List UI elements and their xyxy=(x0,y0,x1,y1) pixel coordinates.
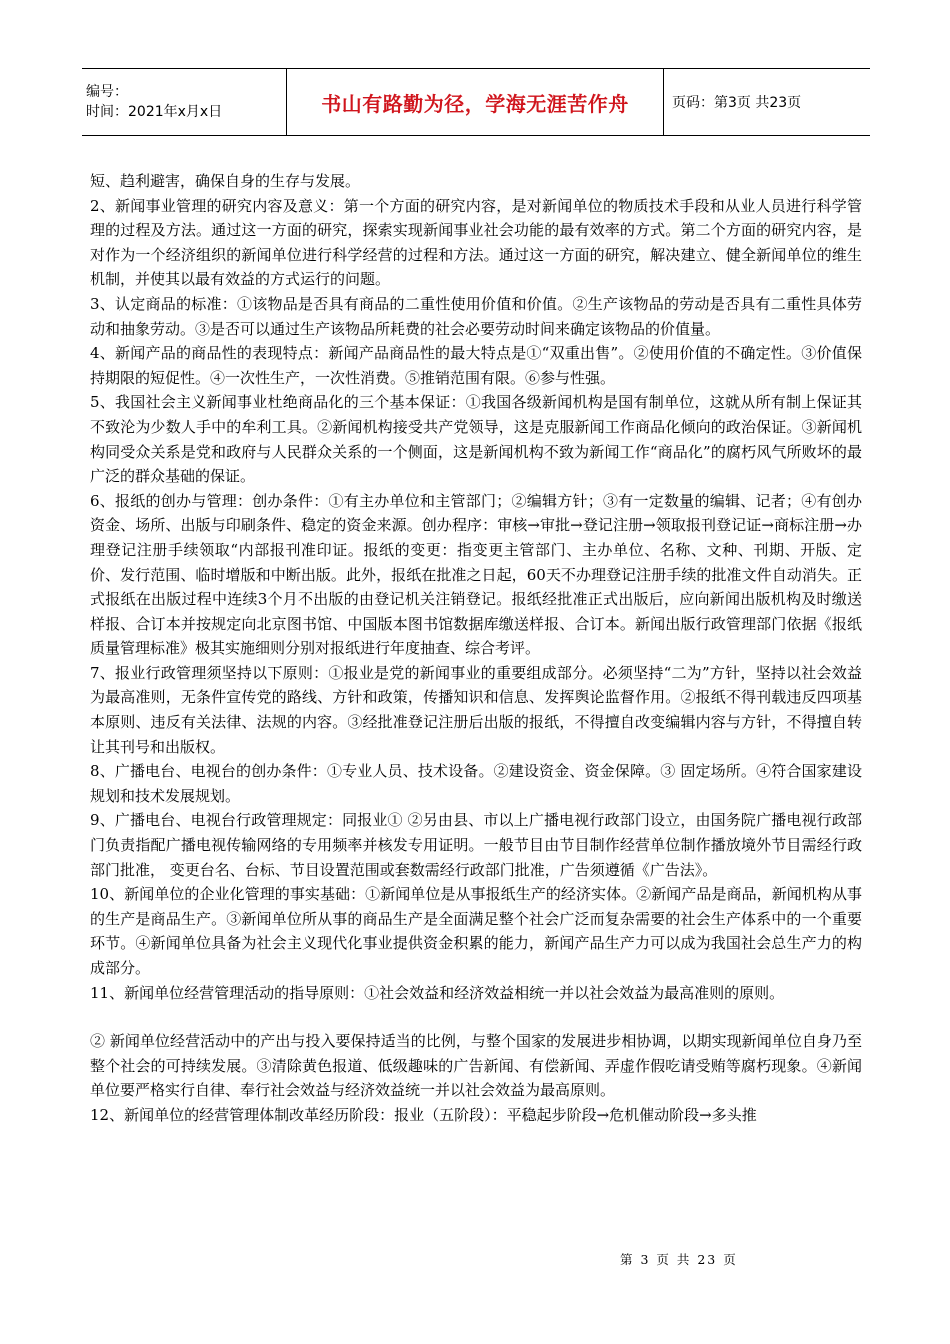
page-info: 页码：第3页 共23页 xyxy=(664,69,871,136)
paragraph: 10、新闻单位的企业化管理的事实基础：①新闻单位是从事报纸生产的经济实体。②新闻产品是商品，新闻机构从事的生产是商品生产。③新闻单位所从事的商品生产是全面满足整个社会广泛而复杂需要的社会生产体系中的一个重要环节。④新闻单位具备为社会主义现代化事业提供资金积累的能力，新闻产品生产力可以成为我国社会总生产力的构成部分。 xyxy=(90,885,862,977)
paragraph: ② 新闻单位经营活动中的产出与投入要保持适当的比例，与整个国家的发展进步相协调，以期实现新闻单位自身乃至整个社会的可持续发展。③清除黄色报道、低级趣味的广告新闻、有偿新闻、弄虚作假吃请受贿等腐朽现象。④新闻单位要严格实行自律、奉行社会效益与经济效益统一并以社会效益为最高原则。 xyxy=(90,1032,862,1100)
paragraph: 6、报纸的创办与管理：创办条件：①有主办单位和主管部门；②编辑方针；③有一定数量的编辑、记者；④有创办资金、场所、出版与印刷条件、稳定的资金来源。创办程序：审核→审批→登记注册→领取报刊登记证→商标注册→办理登记注册手续领取“内部报刊准印证。报纸的变更：指变更主管部门、主办单位、名称、文种、刊期、开版、定价、发行范围、临时增版和中断出版。此外，报纸在批准之日起，60天不办理登记注册手续的批准文件自动消失。正式报纸在出版过程中连续3个月不出版的由登记机关注销登记。报纸经批准正式出版后，应向新闻出版机构及时缴送样报、合订本并按规定向北京图书馆、中国版本图书馆数据库缴送样报、合订本。新闻出版行政管理部门依据《报纸质量管理标准》极其实施细则分别对报纸进行年度抽查、综合考评。 xyxy=(90,491,862,658)
time-label: 时间：2021年x月x日 xyxy=(86,104,223,120)
number-label: 编号： xyxy=(86,84,128,100)
paragraph: 2、新闻事业管理的研究内容及意义：第一个方面的研究内容，是对新闻单位的物质技术手段和从业人员进行科学管理的过程及方法。通过这一方面的研究，探索实现新闻事业社会功能的最有效率的方式。第二个方面的研究内容，是对作为一个经济组织的新闻单位进行科学经营的过程和方法。通过这一方面的研究，解决建立、健全新闻单位的维生机制，并使其以最有效益的方式运行的问题。 xyxy=(90,196,862,289)
paragraph: 5、我国社会主义新闻事业杜绝商品化的三个基本保证：①我国各级新闻机构是国有制单位，这就从所有制上保证其不致沦为少数人手中的牟利工具。②新闻机构接受共产党领导，这是克服新闻工作商品化倾向的政治保证。③新闻机构同受众关系是党和政府与人民群众关系的一个侧面，这是新闻机构不致为新闻工作“商品化”的腐朽风气所败坏的最广泛的群众基础的保证。 xyxy=(90,393,862,486)
page-header xyxy=(82,68,870,136)
paragraph: 11、新闻单位经营管理活动的指导原则：①社会效益和经济效益相统一并以社会效益为最高准则的原则。 xyxy=(90,983,785,1002)
paragraph: 短、趋利避害，确保自身的生存与发展。 xyxy=(90,172,361,190)
paragraph: 9、广播电台、电视台行政管理规定：同报业① ②另由县、市以上广播电视行政部门设立，由国务院广播电视行政部门负责指配广播电视传输网络的专用频率并核发专用证明。一般节目由节目制作经营单位制作播放境外节目需经行政部门批准， 变更台名、台标、节目设置范围或套数需经行政部门批准，广告须遵循《广告法》。 xyxy=(90,811,862,879)
header-meta xyxy=(82,69,287,136)
motto: 书山有路勤为径，学海无涯苦作舟 xyxy=(321,91,629,116)
paragraph: 7、报业行政管理须坚持以下原则：①报业是党的新闻事业的重要组成部分。必须坚持“二为”方针，坚持以社会效益为最高准则，无条件宣传党的路线、方针和政策，传播知识和信息、发挥舆论监督作用。②报纸不得刊载违反四项基本原则、违反有关法律、法规的内容。③经批准登记注册后出版的报纸，不得擅自改变编辑内容与方针，不得擅自转让其刊号和出版权。 xyxy=(90,663,862,756)
header-motto-cell xyxy=(287,69,664,136)
page-footer: 第 3 页 共 23 页 xyxy=(620,1252,738,1267)
paragraph: 3、认定商品的标准：①该物品是否具有商品的二重性使用价值和价值。②生产该物品的劳动是否具有二重性具体劳动和抽象劳动。③是否可以通过生产该物品所耗费的社会必要劳动时间来确定该物品的价值量。 xyxy=(90,294,862,338)
paragraph: 12、新闻单位的经营管理体制改革经历阶段：报业（五阶段）：平稳起步阶段→危机催动阶段→多头推 xyxy=(90,1105,757,1124)
paragraph: 4、新闻产品的商品性的表现特点：新闻产品商品性的最大特点是①“双重出售”。②使用价值的不确定性。③价值保持期限的短促性。④一次性生产，一次性消费。⑤推销范围有限。⑥参与性强。 xyxy=(90,344,862,387)
paragraph: 8、广播电台、电视台的创办条件：①专业人员、技术设备。②建设资金、资金保障。③ 固定场所。④符合国家建设规划和技术发展规划。 xyxy=(90,762,862,805)
document-body xyxy=(90,169,862,1128)
